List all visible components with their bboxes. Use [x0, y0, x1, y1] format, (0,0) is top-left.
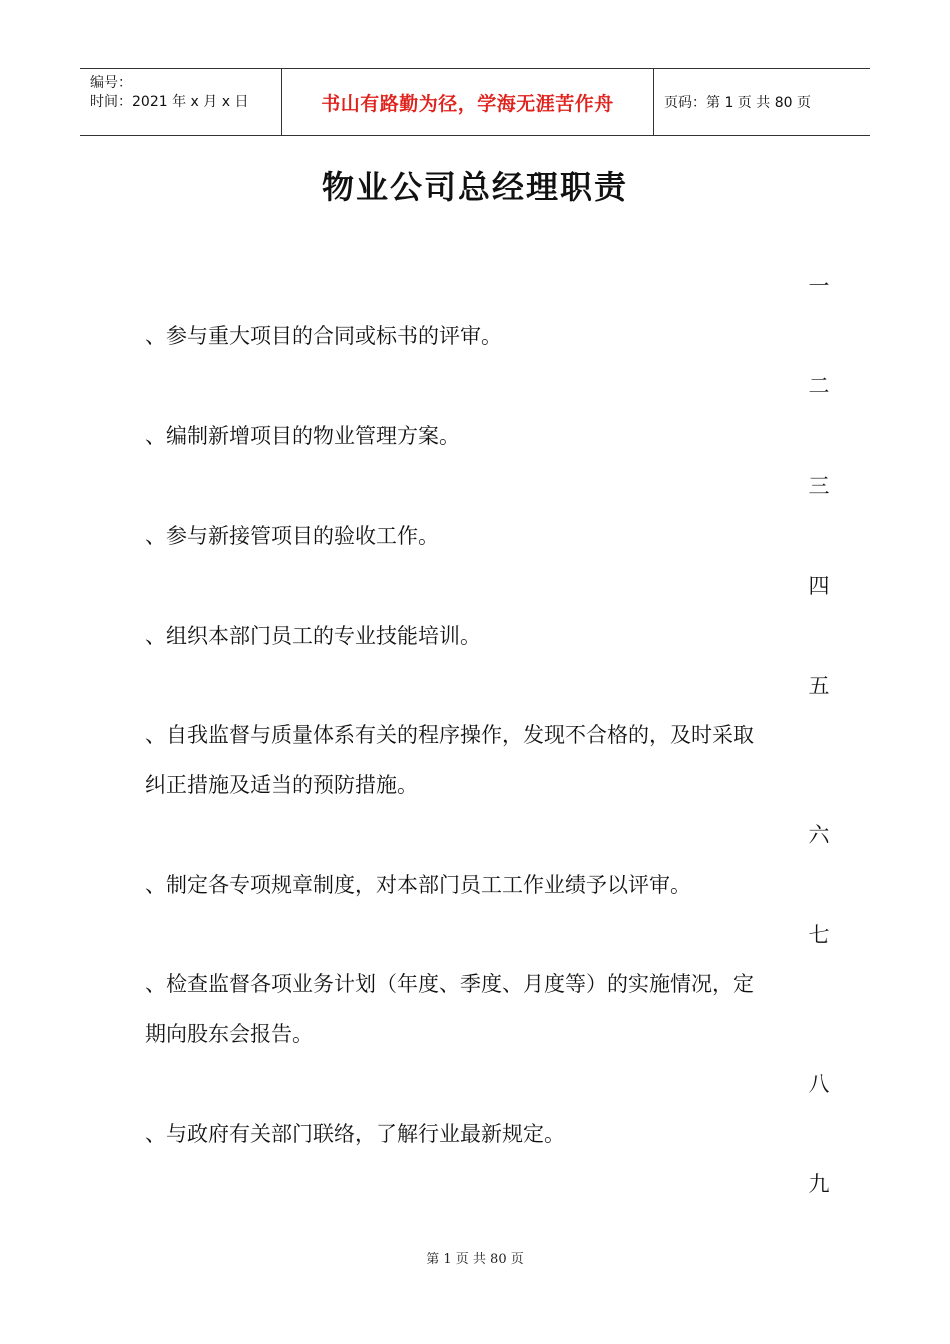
document-date: 时间：2021 年 x 月 x 日 — [90, 94, 249, 110]
item-number: 六 — [808, 823, 830, 847]
item-text-continued: 纠正措施及适当的预防措施。 — [145, 773, 418, 797]
item-number: 五 — [808, 674, 830, 698]
document-code-label: 编号： — [90, 75, 132, 91]
item-text: 、自我监督与质量体系有关的程序操作，发现不合格的，及时采取 — [145, 723, 754, 747]
item-text: 、参与新接管项目的验收工作。 — [145, 524, 439, 548]
item-text: 、制定各专项规章制度，对本部门员工工作业绩予以评审。 — [145, 873, 691, 897]
page-footer: 第 1 页 共 80 页 — [426, 1252, 524, 1267]
item-number: 二 — [808, 374, 830, 398]
header-motto-cell — [282, 69, 654, 135]
item-number: 九 — [808, 1172, 830, 1196]
item-text: 、编制新增项目的物业管理方案。 — [145, 424, 460, 448]
header-motto: 书山有路勤为径，学海无涯苦作舟 — [321, 92, 614, 115]
item-text: 、与政府有关部门联络，了解行业最新规定。 — [145, 1122, 565, 1146]
item-text: 、检查监督各项业务计划（年度、季度、月度等）的实施情况，定 — [145, 972, 754, 996]
item-text-continued: 期向股东会报告。 — [145, 1022, 313, 1046]
item-number: 七 — [808, 923, 830, 947]
item-number: 三 — [808, 474, 830, 498]
item-text: 、组织本部门员工的专业技能培训。 — [145, 624, 481, 648]
header-meta-cell — [80, 69, 282, 135]
header-page-info: 页码：第 1 页 共 80 页 — [664, 95, 811, 111]
item-number: 四 — [808, 574, 830, 598]
item-number: 八 — [808, 1072, 830, 1096]
page-title: 物业公司总经理职责 — [321, 168, 628, 206]
document-header — [80, 68, 870, 136]
header-page-cell — [654, 69, 870, 135]
item-number: 一 — [808, 274, 830, 298]
item-text: 、参与重大项目的合同或标书的评审。 — [145, 324, 502, 348]
